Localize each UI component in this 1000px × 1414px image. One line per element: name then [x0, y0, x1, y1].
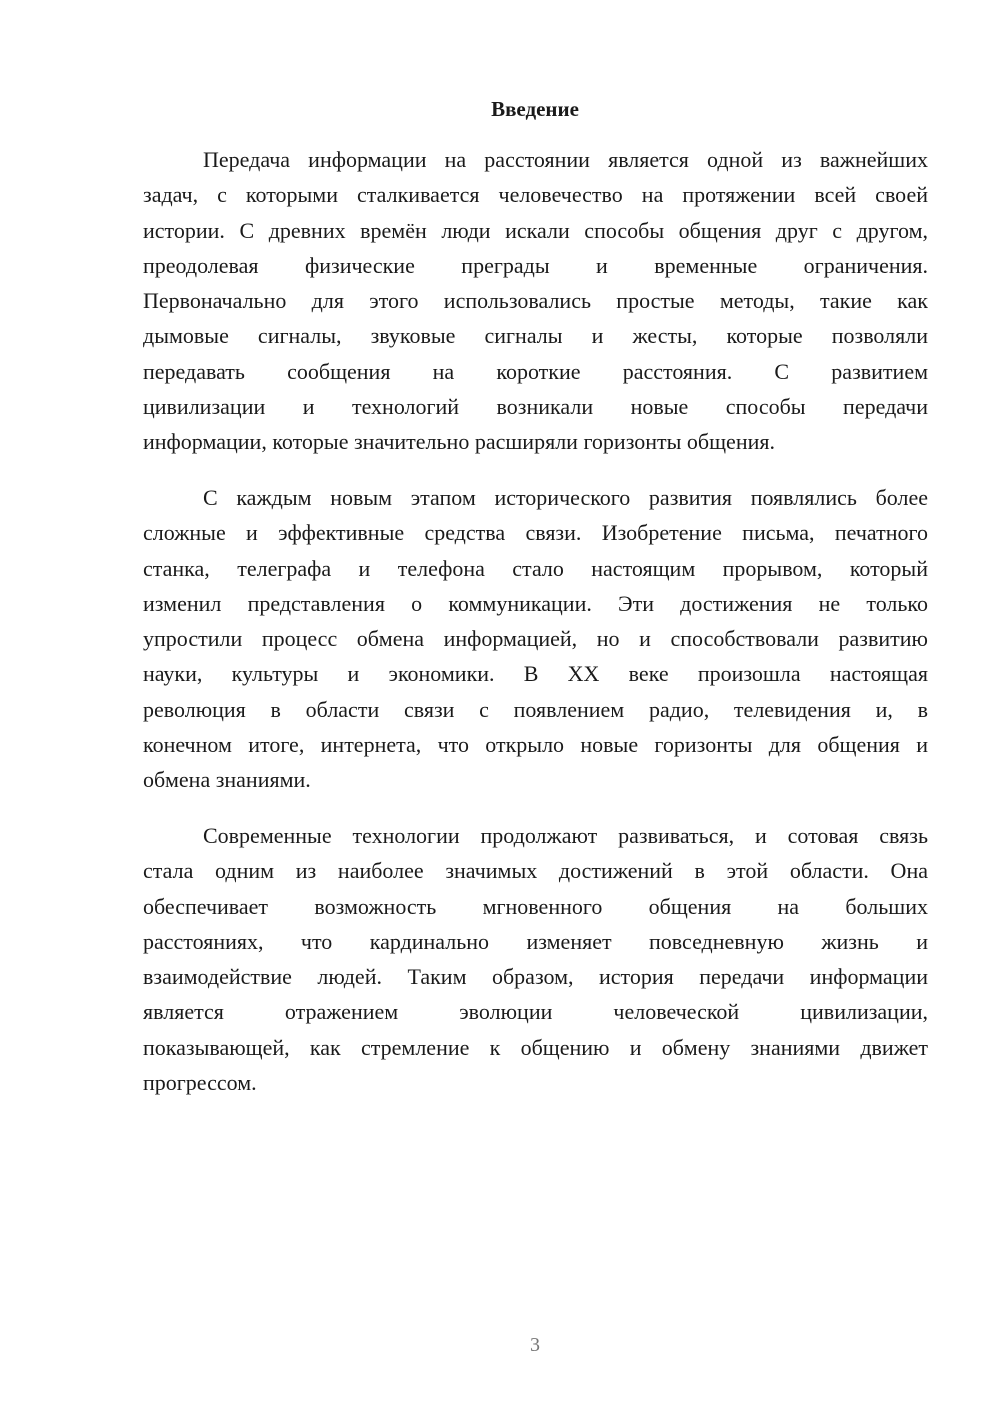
- text-line: упростили процесс обмена информацией, но и способствовали развитию: [143, 626, 928, 652]
- text-line: дымовые сигналы, звуковые сигналы и жесты, которые позволяли: [143, 323, 928, 349]
- paragraph-2: [143, 480, 928, 798]
- text-line: передавать сообщения на короткие расстояния. С развитием: [143, 358, 928, 384]
- page-number: 3: [530, 1334, 540, 1356]
- paragraph-3: [143, 818, 928, 1100]
- text-line: С каждым новым этапом исторического развития появлялись более: [203, 485, 928, 510]
- page-title: Введение: [491, 97, 579, 121]
- text-line: сложные и эффективные средства связи. Изобретение письма, печатного: [143, 520, 928, 546]
- text-line: Современные технологии продолжают развиваться, и сотовая связь: [203, 823, 928, 848]
- text-line: революция в области связи с появлением радио, телевидения и, в: [143, 696, 928, 722]
- text-line: науки, культуры и экономики. В XX веке произошла настоящая: [143, 661, 928, 687]
- text-line: Передача информации на расстоянии является одной из важнейших: [203, 147, 928, 172]
- text-line: расстояниях, что кардинально изменяет повседневную жизнь и: [143, 928, 928, 954]
- text-line: цивилизации и технологий возникали новые способы передачи: [143, 394, 928, 420]
- text-line: преодолевая физические преграды и временные ограничения.: [143, 252, 928, 278]
- text-line: стала одним из наиболее значимых достижений в этой области. Она: [143, 858, 928, 884]
- text-line: изменил представления о коммуникации. Эти достижения не только: [143, 590, 928, 616]
- text-line: задач, с которыми сталкивается человечество на протяжении всей своей: [143, 182, 928, 208]
- text-line: информации, которые значительно расширяли горизонты общения.: [143, 429, 775, 455]
- text-line: прогрессом.: [143, 1070, 257, 1096]
- text-line: взаимодействие людей. Таким образом, история передачи информации: [143, 964, 928, 990]
- text-line: станка, телеграфа и телефона стало настоящим прорывом, который: [143, 555, 928, 581]
- text-line: истории. С древних времён люди искали способы общения друг с другом,: [143, 217, 928, 243]
- text-line: Первоначально для этого использовались простые методы, такие как: [143, 288, 928, 314]
- paragraph-1: [143, 142, 928, 460]
- text-line: показывающей, как стремление к общению и обмену знаниями движет: [143, 1034, 928, 1060]
- text-line: является отражением эволюции человеческой цивилизации,: [143, 999, 928, 1025]
- text-line: обеспечивает возможность мгновенного общения на больших: [143, 893, 928, 919]
- text-line: обмена знаниями.: [143, 767, 311, 793]
- text-line: конечном итоге, интернета, что открыло новые горизонты для общения и: [143, 732, 928, 758]
